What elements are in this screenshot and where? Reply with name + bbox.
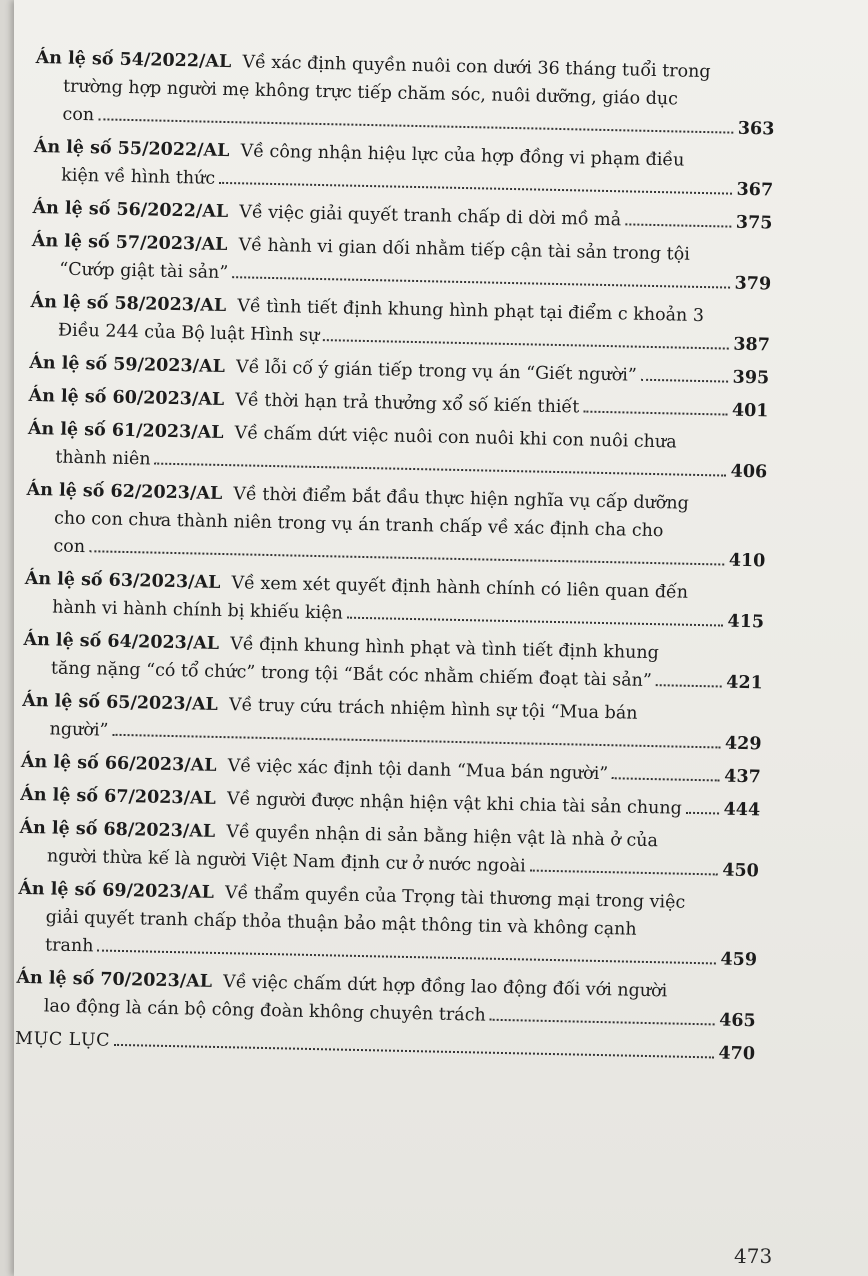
toc-entry-page: 421 bbox=[726, 672, 763, 694]
dot-leader bbox=[490, 1019, 715, 1026]
toc-entry bbox=[27, 415, 768, 486]
toc-entry-page: 429 bbox=[724, 733, 762, 755]
dot-leader bbox=[641, 379, 729, 383]
toc-entry-ref: Án lệ số 67/2023/AL bbox=[20, 784, 217, 809]
toc-entry-title: Về thẩm quyền của Trọng tài thương mại trong việc bbox=[224, 883, 686, 913]
dot-leader bbox=[686, 812, 720, 815]
toc-entry-ref: Án lệ số 61/2023/AL bbox=[27, 418, 224, 444]
toc-entry-title: người” bbox=[49, 719, 109, 741]
dot-leader bbox=[347, 617, 724, 627]
muc-luc-page: 470 bbox=[718, 1043, 756, 1065]
dot-leader bbox=[232, 276, 730, 288]
toc-entry-title: con bbox=[62, 104, 95, 126]
toc-entry-title: Về việc giải quyết tranh chấp di dời mồ mả bbox=[239, 202, 622, 231]
toc-entry-title: lao động là cán bộ công đoàn không chuyên trách bbox=[43, 996, 486, 1026]
toc-entry-title: Về công nhận hiệu lực của hợp đồng vi phạm điều bbox=[240, 141, 685, 171]
toc-entry-page: 406 bbox=[730, 461, 768, 483]
toc-entry-page: 363 bbox=[737, 118, 775, 140]
toc-entry-title: Về truy cứu trách nhiệm hình sự tội “Mua bán bbox=[228, 695, 638, 724]
toc-entry-ref: Án lệ số 69/2023/AL bbox=[18, 878, 215, 903]
toc-entry-ref: Án lệ số 55/2022/AL bbox=[33, 136, 230, 162]
toc-entry-title: Về hành vi gian dối nhằm tiếp cận tài sản trong tội bbox=[238, 235, 691, 265]
dot-leader bbox=[583, 411, 728, 416]
dot-leader bbox=[114, 1044, 714, 1059]
toc-entry-page: 437 bbox=[724, 766, 762, 788]
toc-entry-ref: Án lệ số 62/2023/AL bbox=[26, 479, 223, 504]
dot-leader bbox=[612, 777, 720, 781]
toc-entry bbox=[17, 875, 759, 974]
dot-leader bbox=[656, 684, 722, 687]
toc-entry-title: Về chấm dứt việc nuôi con nuôi khi con nuôi chưa bbox=[234, 423, 677, 453]
toc-entry bbox=[23, 626, 764, 697]
toc-entry-ref: Án lệ số 54/2022/AL bbox=[35, 47, 232, 73]
toc-entry-ref: Án lệ số 65/2023/AL bbox=[22, 690, 219, 715]
toc-entry-title: Về xem xét quyết định hành chính có liên quan đến bbox=[231, 573, 689, 603]
toc-entry bbox=[30, 288, 771, 359]
dot-leader bbox=[155, 463, 727, 477]
toc-entry bbox=[21, 687, 762, 758]
dot-leader bbox=[97, 949, 716, 964]
toc-entry-title: Về định khung hình phạt và tình tiết định khung bbox=[230, 634, 660, 664]
toc-entry-title: giải quyết tranh chấp thỏa thuận bảo mật thông tin và không cạnh bbox=[45, 907, 637, 940]
toc-entry-title: Về thời điểm bắt đầu thực hiện nghĩa vụ cấp dưỡng bbox=[233, 484, 690, 514]
toc-entry bbox=[19, 814, 760, 885]
toc-entry-page: 387 bbox=[733, 334, 771, 356]
toc-entry bbox=[34, 44, 776, 143]
toc-entry-page: 367 bbox=[736, 179, 774, 201]
dot-leader bbox=[89, 550, 725, 565]
toc-entry-title: Về việc chấm dứt hợp đồng lao động đối với người bbox=[222, 972, 668, 1002]
toc-entry-title: tăng nặng “có tổ chức” trong tội “Bắt cóc nhằm chiếm đoạt tài sản” bbox=[50, 658, 653, 692]
toc-entry bbox=[25, 476, 767, 575]
toc-entry-page: 410 bbox=[728, 550, 766, 572]
dot-leader bbox=[323, 339, 729, 350]
table-of-contents bbox=[15, 44, 776, 1073]
toc-entry-page: 379 bbox=[734, 273, 772, 295]
dot-leader bbox=[530, 870, 719, 876]
toc-entry-page: 415 bbox=[727, 611, 765, 633]
toc-entry-ref: Án lệ số 57/2023/AL bbox=[31, 230, 228, 256]
dot-leader bbox=[112, 734, 721, 749]
toc-entry-page: 444 bbox=[723, 799, 761, 821]
toc-entry-title: cho con chưa thành niên trong vụ án tranh chấp về xác định cha cho bbox=[53, 508, 664, 542]
toc-entry-ref: Án lệ số 59/2023/AL bbox=[29, 352, 226, 378]
toc-entry-page: 395 bbox=[732, 367, 770, 389]
page-number: 473 bbox=[734, 1244, 773, 1268]
toc-entry-ref: Án lệ số 66/2023/AL bbox=[20, 751, 217, 776]
toc-entry bbox=[24, 565, 765, 636]
toc-entry-ref: Án lệ số 64/2023/AL bbox=[23, 629, 220, 654]
toc-entry-ref: Án lệ số 63/2023/AL bbox=[24, 568, 221, 593]
toc-entry-title: hành vi hành chính bị khiếu kiện bbox=[51, 597, 344, 624]
toc-entry-title: Về xác định quyền nuôi con dưới 36 tháng tuổi trong bbox=[242, 52, 711, 83]
toc-entry-title: “Cướp giật tài sản” bbox=[59, 259, 229, 284]
toc-entry-title: Về lỗi cố ý gián tiếp trong vụ án “Giết người” bbox=[235, 357, 638, 386]
toc-entry-title: người thừa kế là người Việt Nam định cư ở nước ngoài bbox=[46, 846, 526, 877]
toc-entry-ref: Án lệ số 68/2023/AL bbox=[19, 817, 216, 842]
toc-entry-ref: Án lệ số 70/2023/AL bbox=[16, 967, 213, 992]
dot-leader bbox=[98, 118, 734, 133]
toc-entry-title: thành niên bbox=[55, 447, 151, 470]
toc-entry-page: 450 bbox=[722, 860, 760, 882]
toc-entry-ref: Án lệ số 58/2023/AL bbox=[30, 291, 227, 317]
toc-entry-ref: Án lệ số 56/2022/AL bbox=[32, 197, 229, 223]
toc-entry-title: Về người được nhận hiện vật khi chia tài sản chung bbox=[226, 789, 683, 819]
muc-luc-label: MỤC LỤC bbox=[14, 1028, 111, 1051]
toc-entry-title: Về quyền nhận di sản bằng hiện vật là nhà ở của bbox=[226, 822, 659, 852]
toc-entry-title: kiện về hình thức bbox=[61, 165, 216, 189]
toc-entry-page: 459 bbox=[720, 949, 758, 971]
toc-entry-page: 465 bbox=[718, 1010, 756, 1032]
toc-entry-title: Về việc xác định tội danh “Mua bán người” bbox=[227, 756, 609, 785]
toc-entry-title: trường hợp người mẹ không trực tiếp chăm sóc, nuôi dưỡng, giáo dục bbox=[62, 76, 679, 110]
toc-entry-title: Về thời hạn trả thưởng xổ số kiến thiết bbox=[235, 390, 580, 418]
book-page bbox=[14, 0, 868, 1276]
toc-entry bbox=[33, 133, 774, 204]
dot-leader bbox=[625, 223, 732, 227]
toc-entry-title: tranh bbox=[44, 935, 94, 957]
toc-entry-title: Về tình tiết định khung hình phạt tại điểm c khoản 3 bbox=[237, 296, 705, 327]
toc-entry-page: 401 bbox=[731, 400, 769, 422]
toc-entry bbox=[31, 227, 772, 298]
toc-entry bbox=[16, 964, 757, 1035]
toc-entry-title: Điều 244 của Bộ luật Hình sự bbox=[57, 320, 320, 346]
toc-entry-page: 375 bbox=[735, 212, 773, 234]
toc-entry-title: con bbox=[53, 536, 86, 558]
dot-leader bbox=[219, 182, 732, 195]
toc-entry-ref: Án lệ số 60/2023/AL bbox=[28, 385, 225, 411]
